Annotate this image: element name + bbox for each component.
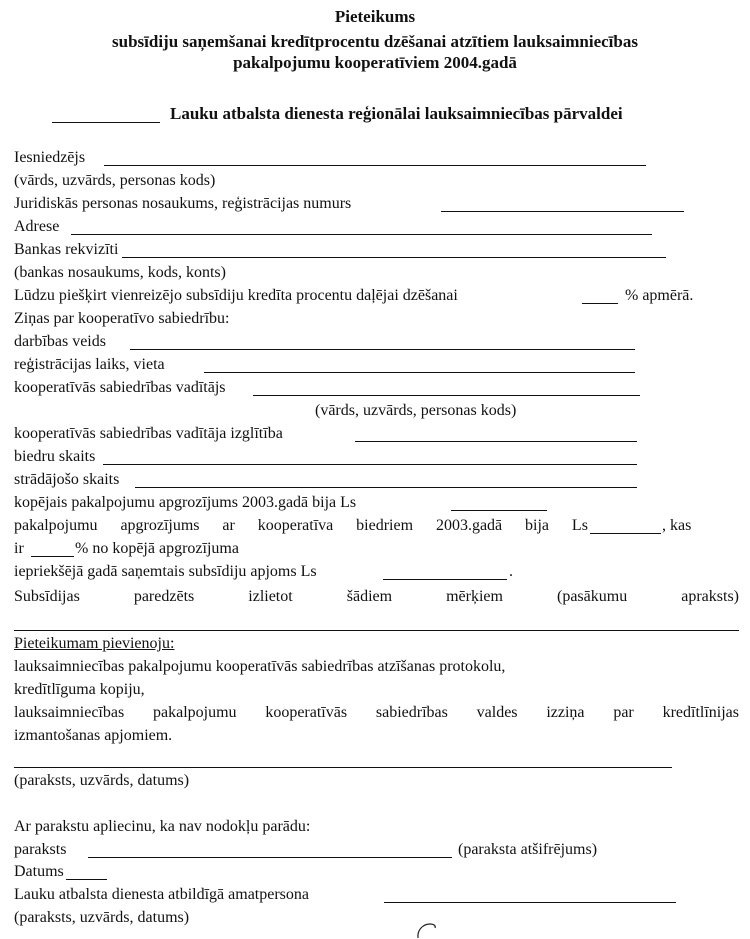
signature-hint: (paraksts, uzvārds, datums) — [14, 772, 190, 789]
apgroz-field[interactable] — [590, 533, 661, 534]
attachment-word: kredītlīnijas — [662, 704, 739, 721]
biedru-label: biedru skaits — [14, 448, 96, 465]
form-subtitle-line2: pakalpojumu kooperatīviem 2004.gadā — [233, 53, 517, 72]
amatpersona-hint: (paraksts, uzvārds, datums) — [14, 909, 190, 926]
ludzu-text: Lūdzu piešķirt vienreizējo subsīdiju kredīta procentu daļējai dzēšanai — [14, 287, 458, 304]
signature-field[interactable] — [14, 767, 672, 768]
pen-mark-icon — [415, 922, 439, 939]
form-title: Pieteikums — [334, 7, 416, 26]
apgroz-line — [14, 516, 588, 535]
stradajoso-field[interactable] — [135, 487, 637, 488]
apgroz-word: bija — [525, 517, 550, 534]
paraksts-label: paraksts — [14, 841, 67, 858]
percent-field[interactable] — [582, 303, 618, 304]
amatpersona-field[interactable] — [384, 902, 676, 903]
form-subtitle-line1: subsīdiju saņemšanai kredītprocentu dzēšanai atzītiem lauksaimniecības — [112, 32, 638, 51]
apgroz-word: apgrozījums — [120, 517, 200, 534]
atsifrejums-label: (paraksta atšifrējums) — [458, 841, 598, 858]
registracijas-field[interactable] — [204, 372, 635, 373]
zinas-label: Ziņas par kooperatīvo sabiedrību: — [14, 310, 230, 327]
attachment-word: kooperatīvās — [265, 704, 348, 721]
bankas-hint: (bankas nosaukums, kods, konts) — [14, 264, 226, 281]
apgroz-word: pakalpojumu — [14, 517, 98, 534]
apgroz-word: biedriem — [356, 517, 414, 534]
jur-persona-label: Juridiskās personas nosaukums, reģistrācijas numurs — [14, 195, 352, 212]
attachment-word: valdes — [476, 704, 518, 721]
iesniedzejs-hint: (vārds, uzvārds, personas kods) — [14, 172, 216, 189]
attachment-word: pakalpojumu — [152, 704, 237, 721]
addressee: Lauku atbalsta dienesta reģionālai lauksaimniecības pārvaldei — [170, 104, 623, 123]
iesniedzejs-field[interactable] — [104, 165, 646, 166]
kopejais-field[interactable] — [451, 510, 547, 511]
attachment-word: izziņa — [546, 704, 585, 721]
apgroz-word: 2003.gadā — [435, 517, 503, 534]
datums-field[interactable] — [66, 879, 107, 880]
subsidijas-word: mērķiem — [446, 588, 503, 605]
vaditajs-label: kooperatīvās sabiedrības vadītājs — [14, 379, 226, 396]
jur-persona-field[interactable] — [441, 211, 684, 212]
ieprieksejais-end: . — [509, 563, 513, 580]
attachment-item: kredītlīguma kopiju, — [14, 681, 145, 698]
attachment-word: lauksaimniecības — [14, 704, 125, 721]
ir-suffix: % no kopējā apgrozījuma — [75, 540, 239, 557]
ir-label: ir — [14, 540, 24, 557]
subsidijas-word: (pasākumu — [557, 588, 628, 605]
biedru-field[interactable] — [103, 464, 637, 465]
apgroz-word: Ls — [571, 517, 588, 534]
iesniedzejs-label: Iesniedzējs — [14, 149, 86, 166]
subsidijas-word: apraksts) — [681, 588, 739, 605]
adrese-field[interactable] — [71, 234, 652, 235]
ludzu-suffix: % apmērā. — [625, 287, 694, 304]
ieprieksejais-label: iepriekšējā gadā saņemtais subsīdiju apjoms Ls — [14, 563, 317, 580]
apgroz-word: kooperatīva — [257, 517, 334, 534]
stradajoso-label: strādājošo skaits — [14, 471, 120, 488]
subsidijas-field[interactable] — [14, 630, 739, 631]
subsidijas-word: šādiem — [346, 588, 393, 605]
izglitiba-label: kooperatīvās sabiedrības vadītāja izglītība — [14, 425, 283, 442]
ir-percent-field[interactable] — [31, 556, 74, 557]
subsidijas-word: Subsīdijas — [14, 588, 80, 605]
ieprieksejais-field[interactable] — [383, 579, 507, 580]
apliecinu-text: Ar parakstu apliecinu, ka nav nodokļu parādu: — [14, 818, 311, 835]
apgroz-tail: , kas — [662, 517, 692, 534]
attachment-word: par — [613, 704, 634, 721]
paraksts-field[interactable] — [88, 857, 452, 858]
attachment-item-justified — [14, 703, 739, 722]
bankas-label: Bankas rekvizīti — [14, 241, 119, 258]
datums-label: Datums — [14, 863, 64, 880]
kopejais-label: kopējais pakalpojumu apgrozījums 2003.gadā bija Ls — [14, 494, 357, 511]
attachment-word: sabiedrības — [375, 704, 448, 721]
subsidijas-word: paredzēts — [133, 588, 195, 605]
attachment-item: lauksaimniecības pakalpojumu kooperatīvās sabiedrības atzīšanas protokolu, — [14, 658, 506, 675]
subsidijas-word: izlietot — [248, 588, 293, 605]
attachment-item-end: izmantošanas apjomiem. — [14, 727, 173, 744]
apgroz-word: ar — [222, 517, 235, 534]
darbibas-field[interactable] — [130, 349, 635, 350]
vaditajs-hint: (vārds, uzvārds, personas kods) — [315, 402, 517, 419]
registracijas-label: reģistrācijas laiks, vieta — [14, 356, 165, 373]
vaditajs-field[interactable] — [253, 395, 640, 396]
attachments-heading: Pieteikumam pievienoju: — [14, 635, 175, 652]
bankas-field[interactable] — [122, 257, 666, 258]
darbibas-label: darbības veids — [14, 333, 106, 350]
amatpersona-label: Lauku atbalsta dienesta atbildīgā amatpersona — [14, 886, 309, 903]
izglitiba-field[interactable] — [355, 441, 637, 442]
adrese-label: Adrese — [14, 218, 60, 235]
region-blank[interactable] — [52, 122, 160, 123]
subsidijas-line — [14, 587, 739, 606]
